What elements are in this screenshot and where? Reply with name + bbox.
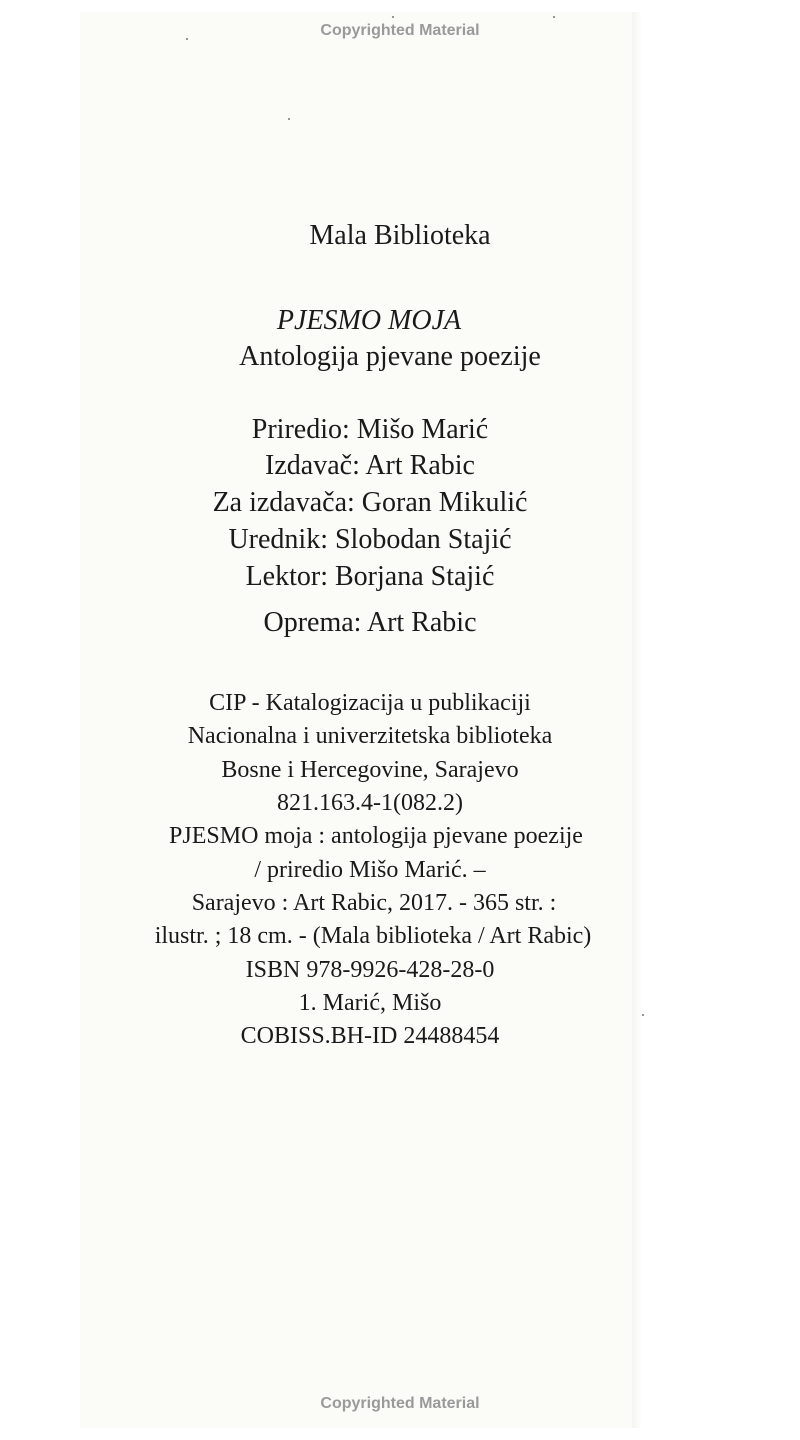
cip-line: Bosne i Hercegovine, Sarajevo	[221, 757, 519, 783]
watermark-bottom: Copyrighted Material	[320, 1395, 480, 1412]
credit-compiler: Priredio: Mišo Marić	[251, 414, 489, 445]
cip-line: 1. Marić, Mišo	[298, 990, 442, 1016]
scan-speck	[288, 118, 290, 120]
credit-proofreader: Lektor: Borjana Stajić	[245, 561, 495, 592]
credit-for-publisher: Za izdavača: Goran Mikulić	[212, 487, 528, 518]
series-title: Mala Biblioteka	[309, 220, 491, 251]
cip-line: Nacionalna i univerzitetska biblioteka	[187, 723, 553, 749]
scan-speck	[392, 16, 394, 18]
cip-line: 821.163.4-1(082.2)	[277, 790, 463, 816]
cip-line: / priredio Mišo Marić. –	[254, 857, 486, 883]
cip-line: ilustr. ; 18 cm. - (Mala biblioteka / Art Rabic)	[154, 923, 592, 949]
cip-line: ISBN 978-9926-428-28-0	[245, 957, 495, 983]
cip-line: COBISS.BH-ID 24488454	[240, 1023, 500, 1049]
cip-line: CIP - Katalogizacija u publikaciji	[209, 690, 531, 716]
scan-speck	[553, 16, 555, 18]
cip-line: PJESMO moja : antologija pjevane poezije	[169, 823, 583, 849]
cip-line: Sarajevo : Art Rabic, 2017. - 365 str. :	[191, 890, 557, 916]
book-title: PJESMO MOJA	[276, 305, 462, 336]
credit-editor: Urednik: Slobodan Stajić	[228, 524, 512, 555]
watermark-top: Copyrighted Material	[320, 22, 480, 39]
credit-publisher: Izdavač: Art Rabic	[265, 450, 475, 481]
book-subtitle: Antologija pjevane poezije	[239, 341, 541, 372]
credit-design: Oprema: Art Rabic	[263, 607, 477, 638]
